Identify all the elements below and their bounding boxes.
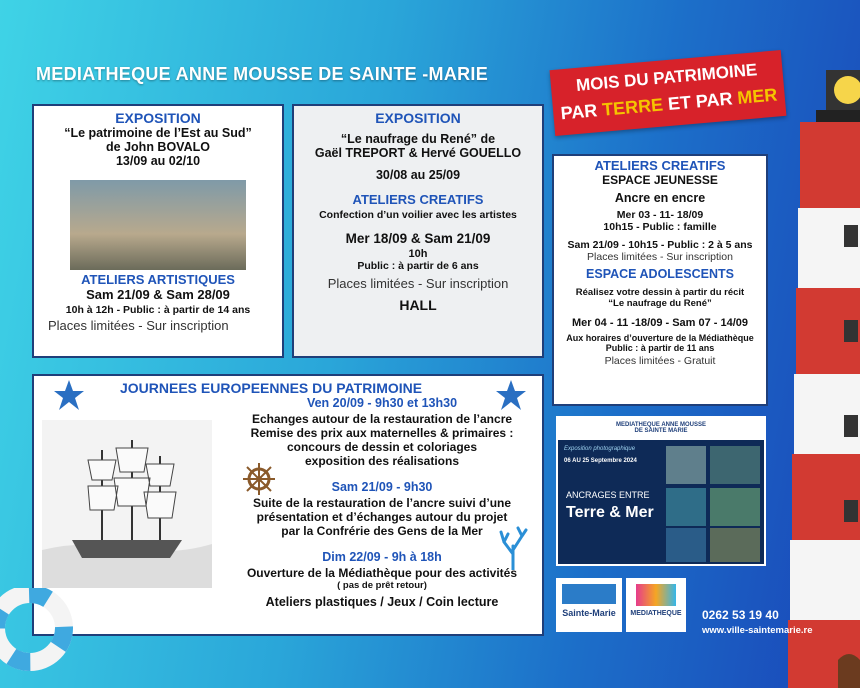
text-line: Ouverture de la Médiathèque pour des activités (246, 566, 518, 580)
heritage-month-banner (550, 50, 787, 136)
poster-photo (710, 446, 760, 484)
section-heading: EXPOSITION (375, 110, 461, 126)
text-line: 10h15 - Public : famille (603, 221, 717, 233)
text-line: Gaël TREPORT & Hervé GOUELLO (314, 146, 522, 160)
text-line: Suite de la restauration de l’ancre suivi d’une (252, 496, 512, 510)
poster-title: DE SAINTE MARIE (634, 428, 688, 434)
coral-icon (498, 526, 528, 570)
text-line: Ateliers plastiques / Jeux / Coin lecture (265, 595, 499, 609)
lighthouse-illustration (786, 60, 860, 688)
section-heading: ATELIERS CREATIFS (594, 158, 726, 173)
page-title: MEDIATHEQUE ANNE MOUSSE DE SAINTE -MARIE (36, 64, 489, 84)
section-heading: EXPOSITION (115, 110, 201, 126)
text-line: 30/08 au 25/09 (375, 168, 461, 182)
date-heading: Sam 21/09 - 9h30 (331, 480, 433, 494)
text-line: Confection d’un voilier avec les artistes (319, 209, 517, 221)
lifebuoy-icon (0, 588, 80, 688)
heritage-days-content (224, 396, 540, 609)
section-heading: JOURNEES EUROPEENNES DU PATRIMOINE (120, 380, 423, 396)
poster-photo (666, 488, 706, 526)
phone-number: 0262 53 19 40 (702, 608, 779, 622)
text-line: de John BOVALO (106, 140, 210, 154)
exhibition-bovalo-panel (32, 104, 284, 358)
poster-subtitle: Exposition photographique (564, 446, 636, 452)
text-line: Réalisez votre dessin à partir du récit (575, 287, 745, 298)
poster-headline: ANCRAGES ENTRE (566, 490, 650, 500)
text-line: Sam 21/09 - 10h15 - Public : 2 à 5 ans (567, 239, 753, 251)
text-line: Ancre en encre (614, 191, 706, 205)
text-line: “Le naufrage du René” de (340, 132, 496, 146)
photo-exhibition-poster (556, 416, 766, 566)
poster-header (558, 418, 764, 440)
text-line: ( pas de prêt retour) (337, 580, 427, 591)
text-line: HALL (399, 297, 437, 313)
text-line: “Le patrimoine de l’Est au Sud” (64, 126, 252, 140)
text-line: concours de dessin et coloriages (286, 440, 478, 454)
poster-photo (710, 528, 760, 562)
text-line: Sam 21/09 & Sam 28/09 (86, 287, 230, 302)
text-line: ESPACE JEUNESSE (602, 173, 718, 187)
heritage-days-panel (32, 374, 544, 636)
text-line: Public : à partir de 6 ans (357, 260, 479, 272)
text-line: Mer 18/09 & Sam 21/09 (345, 231, 491, 246)
text-line: Echanges autour de la restauration de l’ancre (251, 412, 513, 426)
text-line: Places limitées - Sur inscription (48, 318, 229, 333)
poster-photo (666, 446, 706, 484)
text-line: 13/09 au 02/10 (115, 154, 201, 168)
poster-photo (710, 488, 760, 526)
section-heading: ESPACE ADOLESCENTS (586, 267, 734, 281)
text-line: présentation et d’échanges autour du projet (256, 510, 508, 524)
section-heading: ATELIERS ARTISTIQUES (81, 272, 235, 287)
ship-wheel-icon (242, 462, 276, 496)
date-heading: Ven 20/09 - 9h30 et 13h30 (306, 396, 458, 410)
logo-text: MEDIATHEQUE (630, 610, 682, 617)
text-line: Remise des prix aux maternelles & primaires : (250, 426, 514, 440)
poster-headline: Terre & Mer (566, 504, 654, 521)
starfish-icon (52, 378, 86, 412)
section-heading: ATELIERS CREATIFS (352, 192, 484, 207)
text-line: “Le naufrage du René” (608, 298, 712, 309)
banner-line2: PAR TERRE ET PAR MER (559, 84, 779, 124)
exhibition-naufrage-panel (292, 104, 544, 358)
banner-line1: MOIS DU PATRIMOINE (575, 60, 758, 95)
sailing-ship-illustration (42, 420, 212, 588)
text-line: exposition des réalisations (304, 454, 460, 468)
website-link[interactable]: www.ville-saintemarie.re (702, 625, 813, 636)
date-heading: Dim 22/09 - 9h à 18h (322, 550, 442, 564)
poster-title: MEDIATHEQUE ANNE MOUSSE (615, 422, 706, 428)
text-line: Mer 03 - 11- 18/09 (616, 209, 704, 221)
poster-photo (666, 528, 706, 562)
creative-workshops-panel (552, 154, 768, 406)
text-line: Places limitées - Sur inscription (327, 276, 509, 291)
mediatheque-logo (626, 578, 686, 632)
text-line: 10h à 12h - Public : à partir de 14 ans (65, 304, 251, 316)
text-line: Places limitées - Gratuit (604, 355, 716, 367)
text-line: Aux horaires d’ouverture de la Médiathèque (566, 333, 754, 343)
logo-text: Sainte-Marie (562, 608, 616, 618)
painting-image (70, 180, 246, 270)
text-line: 10h (408, 248, 428, 260)
text-line: par la Confrérie des Gens de la Mer (281, 524, 483, 538)
poster-dates: 06 AU 25 Septembre 2024 (564, 458, 637, 464)
text-line: Public : à partir de 11 ans (605, 343, 715, 353)
text-line: Places limitées - Sur inscription (587, 251, 733, 263)
text-line: Mer 04 - 11 -18/09 - Sam 07 - 14/09 (571, 317, 749, 329)
sainte-marie-logo (556, 578, 622, 632)
